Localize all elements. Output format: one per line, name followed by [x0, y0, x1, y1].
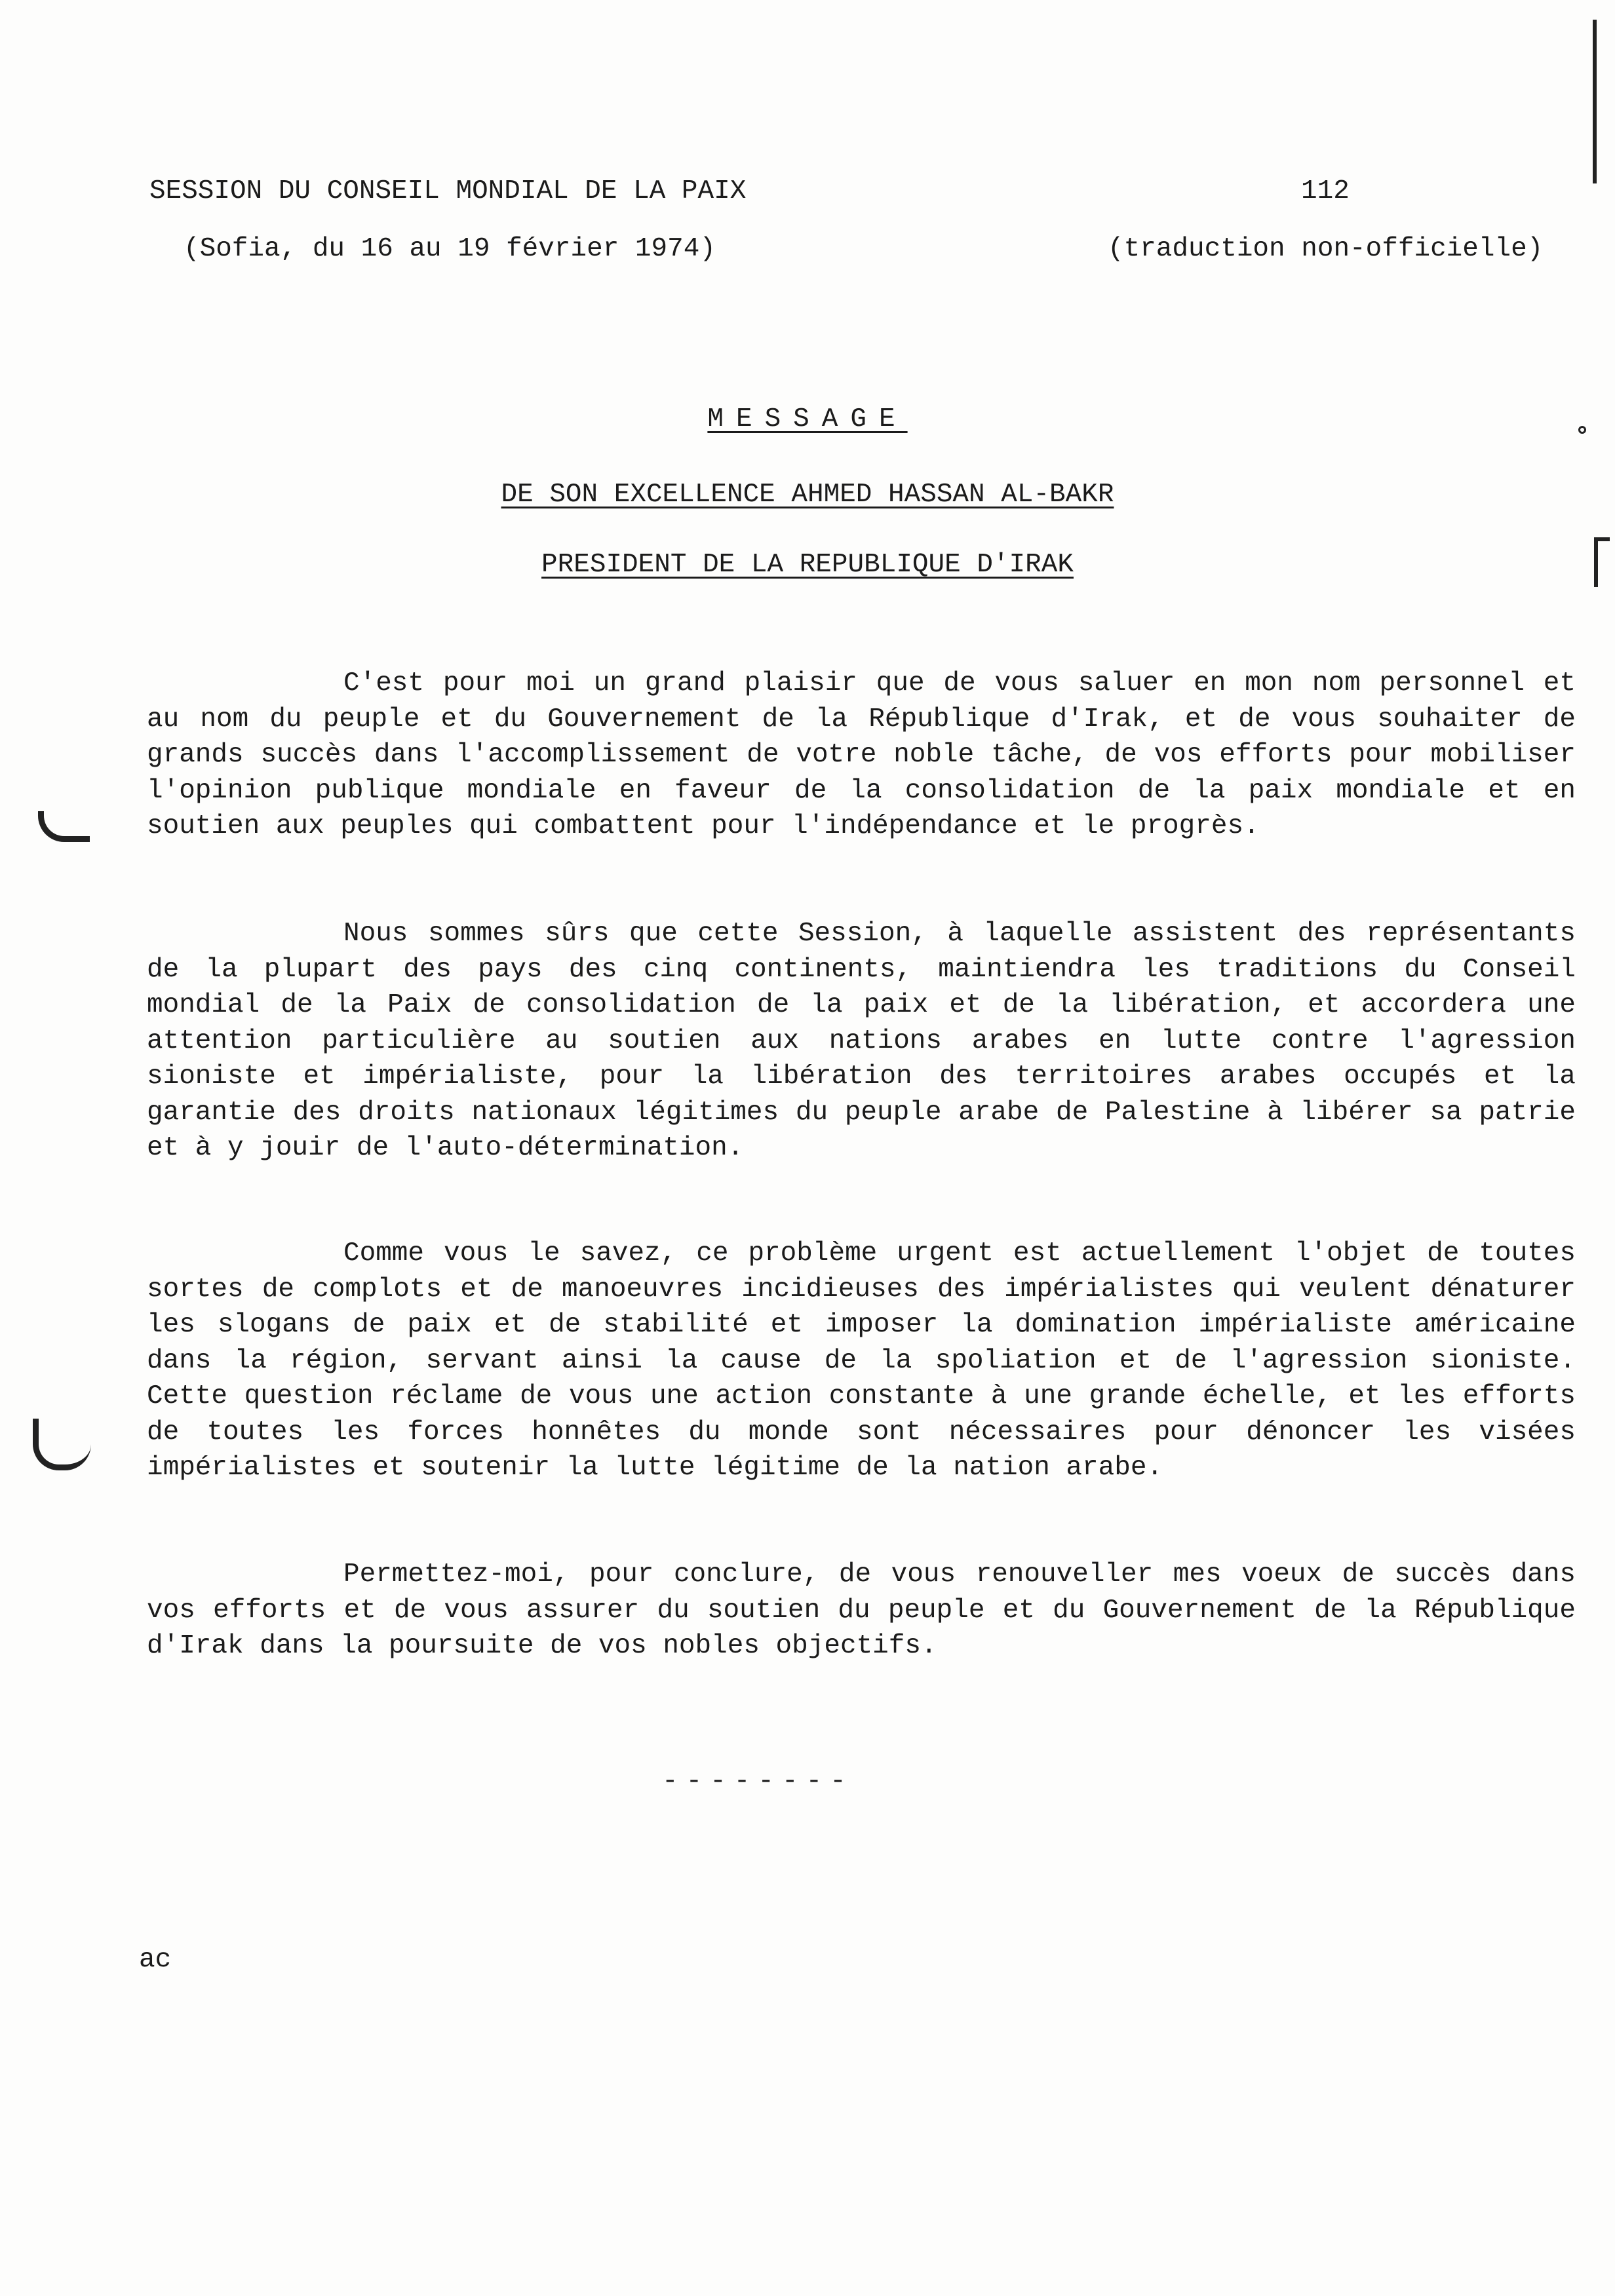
binding-dot-right [1578, 426, 1586, 434]
typist-initials: ac [139, 1945, 172, 1975]
location-date: (Sofia, du 16 au 19 février 1974) [184, 234, 716, 264]
punch-mark-left-1 [38, 811, 90, 842]
punch-mark-left-2 [33, 1419, 91, 1470]
separator-line: -------- [662, 1767, 854, 1797]
binding-mark-right-1 [1593, 20, 1597, 183]
message-heading: MESSAGE [707, 404, 908, 434]
paragraph-1: C'est pour moi un grand plaisir que de vous saluer en mon nom personnel et au nom du peuple et du Gouvernement de la République d'Irak, et de vous souhaiter de grands succès dans l'accomplissement de votre noble tâche, de vos efforts pour mobiliser l'opinion publique mondiale en faveur de la consolidation de la paix mondiale et en soutien aux peuples qui combattent pour l'indépendance et le progrès. [147, 668, 1576, 841]
page-number: 112 [1301, 176, 1350, 206]
binding-mark-right-2 [1594, 537, 1610, 587]
title-line-1: DE SON EXCELLENCE AHMED HASSAN AL-BAKR [501, 480, 1114, 510]
paragraph-2: Nous sommes sûrs que cette Session, à laquelle assistent des représentants de la plupart des pays des cinq continents, maintiendra les traditions du Conseil mondial de la Paix de consolidation de la paix et de la libération, et accordera une attention particulière au soutien aux nations arabes en lutte contre l'agression sioniste et impérialiste, pour la libération des territoires arabes occupés et la garantie des droits nationaux légitimes du peuple arabe de Palestine à libérer sa patrie et à y jouir de l'auto-détermination. [147, 919, 1576, 1163]
title-line-2: PRESIDENT DE LA REPUBLIQUE D'IRAK [541, 550, 1074, 580]
paragraph-4: Permettez-moi, pour conclure, de vous renouveller mes voeux de succès dans vos efforts et de vous assurer du soutien du peuple et du Gouvernement de la République d'Irak dans la poursuite de vos nobles objectifs. [147, 1559, 1576, 1661]
paragraph-3: Comme vous le savez, ce problème urgent est actuellement l'objet de toutes sortes de complots et de manoeuvres incidieuses des impérialistes qui veulent dénaturer les slogans de paix et de stabilité et imposer la domination impérialiste américaine dans la région, servant ainsi la cause de la spoliation et de l'agression sioniste. Cette question réclame de vous une action constante à une grande échelle, et les efforts de toutes les forces honnêtes du monde sont nécessaires pour dénoncer les visées impérialistes et soutenir la lutte légitime de la nation arabe. [147, 1238, 1576, 1483]
translation-note: (traduction non-officielle) [1108, 234, 1544, 264]
session-title: SESSION DU CONSEIL MONDIAL DE LA PAIX [149, 176, 747, 206]
